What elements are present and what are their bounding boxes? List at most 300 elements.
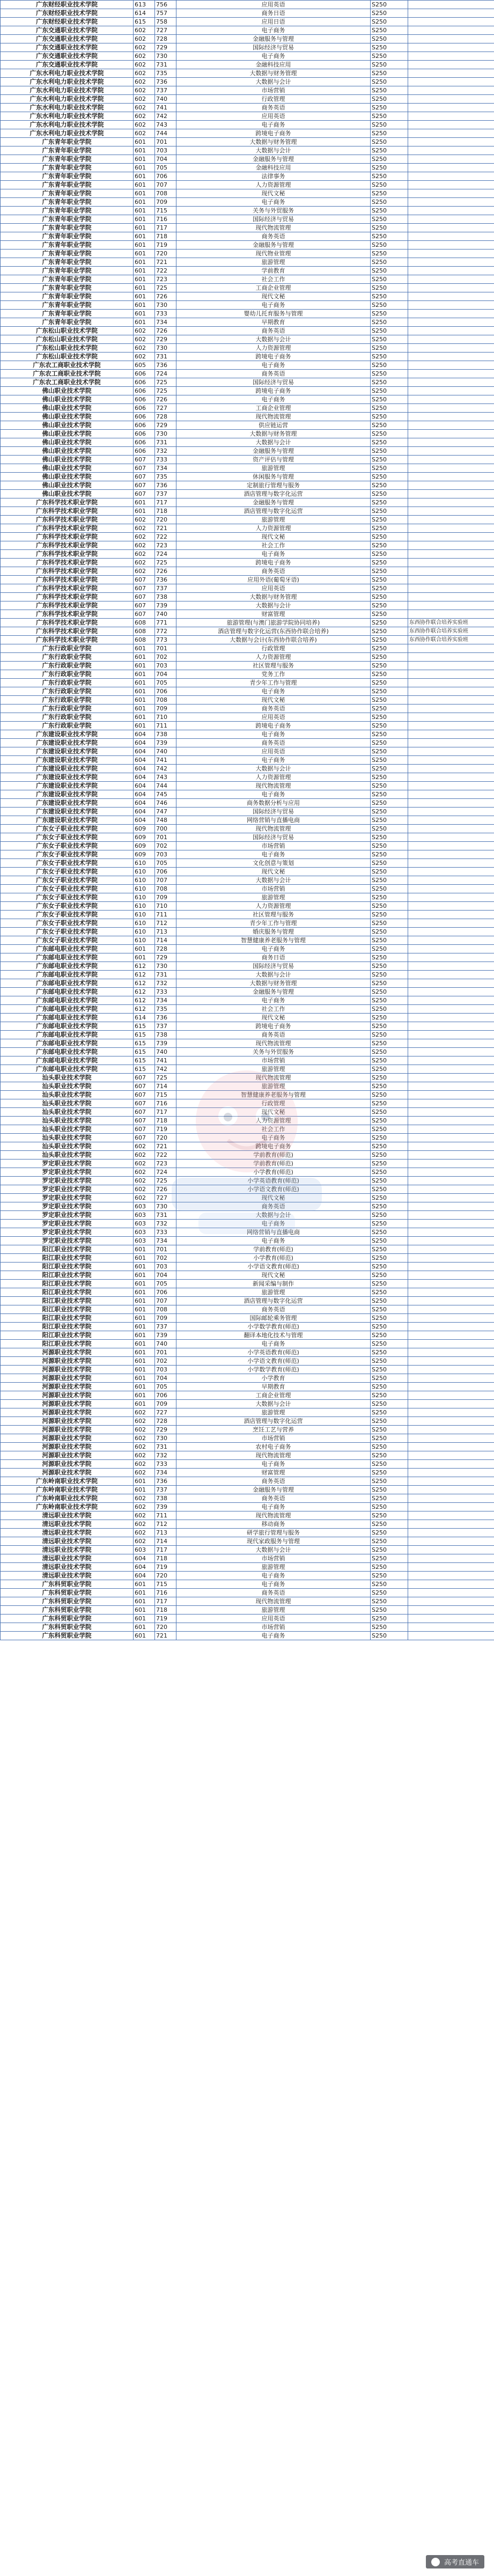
cell-note: [408, 1323, 494, 1331]
cell-major-name: 婴幼儿托育服务与管理: [176, 310, 371, 318]
cell-subject-code: S250: [371, 790, 408, 799]
table-row: [1, 1237, 494, 1245]
cell-group-code: 601: [134, 945, 155, 953]
cell-note: [408, 395, 494, 404]
cell-school: 广东青年职业学院: [1, 232, 134, 241]
cell-major-name: 学前教育(师范): [176, 1151, 371, 1159]
cell-subject-code: S250: [371, 327, 408, 335]
cell-note: [408, 413, 494, 421]
table-row: [1, 1357, 494, 1366]
cell-group-code: 602: [134, 327, 155, 335]
cell-group-code: 602: [134, 129, 155, 138]
cell-subject-code: S250: [371, 1254, 408, 1263]
cell-subject-code: S250: [371, 902, 408, 911]
table-row: [1, 962, 494, 971]
table-row: [1, 1529, 494, 1537]
cell-subject-code: S250: [371, 876, 408, 885]
cell-major-code: 730: [155, 1434, 176, 1443]
cell-subject-code: S250: [371, 198, 408, 207]
cell-major-code: 739: [155, 1039, 176, 1048]
cell-note: [408, 516, 494, 524]
table-row: [1, 979, 494, 988]
cell-subject-code: S250: [371, 43, 408, 52]
cell-note: [408, 1469, 494, 1477]
cell-school: 佛山职业技术学院: [1, 387, 134, 395]
cell-group-code: 601: [134, 1288, 155, 1297]
cell-group-code: 602: [134, 567, 155, 576]
cell-subject-code: S250: [371, 78, 408, 86]
cell-note: [408, 481, 494, 490]
cell-note: [408, 584, 494, 593]
table-row: [1, 1469, 494, 1477]
cell-group-code: 607: [134, 584, 155, 593]
cell-note: [408, 241, 494, 249]
cell-subject-code: S250: [371, 404, 408, 413]
cell-note: [408, 224, 494, 232]
table-row: [1, 1632, 494, 1640]
cell-group-code: 605: [134, 361, 155, 370]
cell-major-code: 707: [155, 876, 176, 885]
cell-note: [408, 747, 494, 756]
cell-major-code: 717: [155, 1108, 176, 1117]
cell-major-code: 736: [155, 576, 176, 584]
cell-major-name: 休闲服务与管理: [176, 473, 371, 481]
cell-note: [408, 653, 494, 662]
table-row: [1, 1297, 494, 1305]
cell-major-code: 702: [155, 842, 176, 850]
cell-subject-code: S250: [371, 164, 408, 172]
table-row: [1, 1597, 494, 1606]
cell-note: [408, 301, 494, 310]
cell-major-code: 742: [155, 112, 176, 121]
cell-subject-code: S250: [371, 1288, 408, 1297]
cell-major-code: 709: [155, 1400, 176, 1408]
cell-group-code: 610: [134, 911, 155, 919]
cell-major-code: 741: [155, 104, 176, 112]
cell-group-code: 601: [134, 241, 155, 249]
cell-subject-code: S250: [371, 739, 408, 747]
cell-group-code: 602: [134, 335, 155, 344]
cell-note: [408, 138, 494, 146]
cell-note: [408, 189, 494, 198]
brand-logo-icon: [431, 2558, 440, 2566]
cell-major-code: 730: [155, 301, 176, 310]
cell-major-name: 大数据与会计: [176, 335, 371, 344]
cell-major-name: 小学教育(师范): [176, 1168, 371, 1177]
cell-subject-code: S250: [371, 1340, 408, 1348]
cell-school: 河源职业技术学院: [1, 1383, 134, 1391]
table-row: [1, 722, 494, 730]
cell-subject-code: S250: [371, 816, 408, 825]
table-row: [1, 559, 494, 567]
cell-school: 河源职业技术学院: [1, 1460, 134, 1469]
cell-group-code: 603: [134, 1237, 155, 1245]
cell-major-code: 704: [155, 670, 176, 679]
cell-note: [408, 713, 494, 722]
cell-note: [408, 911, 494, 919]
cell-subject-code: S250: [371, 1323, 408, 1331]
cell-subject-code: S250: [371, 26, 408, 35]
cell-school: 罗定职业技术学院: [1, 1159, 134, 1168]
table-row: [1, 988, 494, 996]
table-row: [1, 704, 494, 713]
table-row: [1, 112, 494, 121]
cell-major-name: 人力资源管理: [176, 1117, 371, 1125]
table-row: [1, 189, 494, 198]
cell-major-name: 跨境电子商务: [176, 1142, 371, 1151]
cell-school: 阳江职业技术学院: [1, 1245, 134, 1254]
table-row: [1, 953, 494, 962]
table-row: [1, 378, 494, 387]
cell-major-code: 773: [155, 636, 176, 644]
cell-group-code: 601: [134, 267, 155, 275]
cell-subject-code: S250: [371, 1099, 408, 1108]
cell-major-code: 737: [155, 490, 176, 498]
cell-major-name: 电子商务: [176, 198, 371, 207]
cell-school: 广东科学技术职业学院: [1, 636, 134, 644]
cell-subject-code: S250: [371, 9, 408, 18]
cell-subject-code: S250: [371, 1366, 408, 1374]
cell-note: [408, 104, 494, 112]
cell-major-code: 705: [155, 164, 176, 172]
cell-note: [408, 26, 494, 35]
cell-school: 广东岭南职业技术学院: [1, 1477, 134, 1486]
cell-major-code: 725: [155, 378, 176, 387]
cell-note: [408, 1142, 494, 1151]
cell-school: 广东邮电职业技术学院: [1, 1031, 134, 1039]
table-row: [1, 627, 494, 636]
cell-group-code: 610: [134, 868, 155, 876]
cell-major-code: 730: [155, 344, 176, 353]
cell-school: 广东建设职业技术学院: [1, 799, 134, 808]
cell-group-code: 602: [134, 1520, 155, 1529]
cell-major-code: 725: [155, 1177, 176, 1185]
cell-school: 清远职业技术学院: [1, 1511, 134, 1520]
cell-major-code: 732: [155, 1451, 176, 1460]
table-body: [1, 1, 494, 1640]
table-row: [1, 267, 494, 275]
cell-school: 广东交通职业技术学院: [1, 26, 134, 35]
cell-major-name: 现代文秘: [176, 292, 371, 301]
cell-group-code: 614: [134, 9, 155, 18]
cell-major-code: 718: [155, 1554, 176, 1563]
table-row: [1, 825, 494, 833]
cell-group-code: 604: [134, 1554, 155, 1563]
table-row: [1, 1117, 494, 1125]
cell-major-name: 网络营销与直播电商: [176, 816, 371, 825]
cell-school: 佛山职业技术学院: [1, 421, 134, 430]
cell-group-code: 607: [134, 610, 155, 619]
cell-major-name: 金融服务与管理: [176, 241, 371, 249]
cell-major-code: 748: [155, 816, 176, 825]
cell-group-code: 601: [134, 644, 155, 653]
cell-note: [408, 361, 494, 370]
table-row: [1, 790, 494, 799]
cell-group-code: 601: [134, 284, 155, 292]
cell-major-code: 708: [155, 696, 176, 704]
table-row: [1, 996, 494, 1005]
cell-note: [408, 1202, 494, 1211]
cell-school: 广东青年职业学院: [1, 292, 134, 301]
table-row: [1, 1202, 494, 1211]
cell-major-code: 728: [155, 1417, 176, 1426]
cell-major-name: 供应链运营: [176, 421, 371, 430]
cell-school: 广东建设职业技术学院: [1, 747, 134, 756]
table-row: [1, 730, 494, 739]
table-row: [1, 1280, 494, 1288]
cell-school: 汕头职业技术学院: [1, 1125, 134, 1134]
cell-group-code: 607: [134, 1125, 155, 1134]
cell-major-name: 早期教育: [176, 318, 371, 327]
cell-note: [408, 885, 494, 893]
cell-major-code: 724: [155, 1168, 176, 1177]
cell-group-code: 601: [134, 1357, 155, 1366]
table-row: [1, 481, 494, 490]
cell-subject-code: S250: [371, 1417, 408, 1426]
cell-major-name: 市场营销: [176, 842, 371, 850]
cell-subject-code: S250: [371, 1469, 408, 1477]
cell-major-code: 707: [155, 1297, 176, 1305]
cell-school: 广东女子职业技术学院: [1, 928, 134, 936]
cell-major-code: 720: [155, 1623, 176, 1632]
cell-major-code: 714: [155, 936, 176, 945]
cell-note: [408, 129, 494, 138]
cell-subject-code: S250: [371, 61, 408, 69]
cell-major-name: 电子商务: [176, 52, 371, 61]
cell-major-name: 电子商务: [176, 1237, 371, 1245]
cell-group-code: 602: [134, 1469, 155, 1477]
cell-group-code: 612: [134, 988, 155, 996]
cell-group-code: 607: [134, 464, 155, 473]
cell-group-code: 602: [134, 121, 155, 129]
cell-subject-code: S250: [371, 747, 408, 756]
cell-school: 广东财经职业技术学院: [1, 9, 134, 18]
cell-major-code: 723: [155, 1159, 176, 1168]
cell-subject-code: S250: [371, 1580, 408, 1589]
table-row: [1, 438, 494, 447]
cell-group-code: 602: [134, 353, 155, 361]
cell-note: [408, 1211, 494, 1220]
cell-major-name: 现代文秘: [176, 868, 371, 876]
cell-major-name: 商务英语: [176, 1494, 371, 1503]
cell-school: 广东水利电力职业技术学院: [1, 86, 134, 95]
cell-major-name: 现代文秘: [176, 533, 371, 541]
cell-major-name: 大数据与会计: [176, 765, 371, 773]
cell-subject-code: S250: [371, 1202, 408, 1211]
cell-group-code: 609: [134, 842, 155, 850]
cell-major-code: 744: [155, 782, 176, 790]
cell-major-code: 723: [155, 275, 176, 284]
cell-major-name: 人力资源管理: [176, 344, 371, 353]
cell-group-code: 601: [134, 1486, 155, 1494]
cell-subject-code: S250: [371, 507, 408, 516]
cell-group-code: 606: [134, 447, 155, 456]
cell-major-name: 现代文秘: [176, 1271, 371, 1280]
cell-major-code: 709: [155, 704, 176, 713]
table-row: [1, 1331, 494, 1340]
cell-major-code: 738: [155, 1494, 176, 1503]
cell-subject-code: S250: [371, 1220, 408, 1228]
cell-subject-code: S250: [371, 1443, 408, 1451]
cell-major-code: 712: [155, 1520, 176, 1529]
cell-school: 广东科贸职业学院: [1, 1580, 134, 1589]
table-row: [1, 773, 494, 782]
table-row: [1, 756, 494, 765]
cell-group-code: 601: [134, 146, 155, 155]
table-row: [1, 1, 494, 9]
cell-major-code: 736: [155, 78, 176, 86]
cell-major-code: 734: [155, 996, 176, 1005]
cell-group-code: 601: [134, 138, 155, 146]
cell-major-name: 旅游管理: [176, 258, 371, 267]
cell-subject-code: S250: [371, 756, 408, 765]
cell-school: 广东水利电力职业技术学院: [1, 129, 134, 138]
cell-school: 河源职业技术学院: [1, 1451, 134, 1460]
cell-major-code: 742: [155, 765, 176, 773]
cell-major-code: 732: [155, 447, 176, 456]
cell-major-name: 工商企业管理: [176, 1391, 371, 1400]
cell-group-code: 601: [134, 1614, 155, 1623]
table-row: [1, 1400, 494, 1408]
cell-major-name: 财富管理: [176, 610, 371, 619]
cell-major-name: 现代物流管理: [176, 1511, 371, 1520]
cell-subject-code: S250: [371, 1237, 408, 1245]
cell-school: 阳江职业技术学院: [1, 1254, 134, 1263]
cell-note: [408, 198, 494, 207]
cell-school: 广东邮电职业技术学院: [1, 996, 134, 1005]
cell-group-code: 610: [134, 859, 155, 868]
cell-group-code: 602: [134, 61, 155, 69]
cell-subject-code: S250: [371, 301, 408, 310]
cell-group-code: 601: [134, 1271, 155, 1280]
cell-major-code: 713: [155, 1529, 176, 1537]
cell-subject-code: S250: [371, 138, 408, 146]
cell-major-code: 733: [155, 1228, 176, 1237]
cell-major-name: 法律事务: [176, 172, 371, 181]
cell-note: [408, 310, 494, 318]
cell-group-code: 601: [134, 722, 155, 730]
cell-group-code: 601: [134, 1348, 155, 1357]
table-row: [1, 327, 494, 335]
cell-subject-code: S250: [371, 825, 408, 833]
cell-major-name: 智慧健康养老服务与管理: [176, 936, 371, 945]
cell-subject-code: S250: [371, 679, 408, 687]
cell-school: 河源职业技术学院: [1, 1434, 134, 1443]
cell-subject-code: S250: [371, 35, 408, 43]
table-row: [1, 1151, 494, 1159]
cell-major-code: 701: [155, 1245, 176, 1254]
cell-major-code: 739: [155, 1331, 176, 1340]
cell-subject-code: S250: [371, 1228, 408, 1237]
cell-major-name: 商务英语: [176, 567, 371, 576]
cell-school: 广东青年职业学院: [1, 198, 134, 207]
cell-school: 广东科学技术职业学院: [1, 541, 134, 550]
cell-school: 阳江职业技术学院: [1, 1288, 134, 1297]
cell-group-code: 601: [134, 696, 155, 704]
cell-subject-code: S250: [371, 1245, 408, 1254]
cell-group-code: 602: [134, 541, 155, 550]
cell-major-code: 708: [155, 189, 176, 198]
cell-group-code: 601: [134, 275, 155, 284]
cell-group-code: 602: [134, 1503, 155, 1511]
cell-group-code: 604: [134, 782, 155, 790]
cell-subject-code: S250: [371, 704, 408, 713]
cell-major-name: 商务数据分析与应用: [176, 799, 371, 808]
cell-major-name: 大数据与会计: [176, 971, 371, 979]
cell-major-code: 737: [155, 1486, 176, 1494]
cell-group-code: 607: [134, 601, 155, 610]
cell-school: 广东科学技术职业学院: [1, 619, 134, 627]
cell-group-code: 607: [134, 1074, 155, 1082]
cell-group-code: 602: [134, 1408, 155, 1417]
table-row: [1, 370, 494, 378]
cell-note: [408, 833, 494, 842]
table-row: [1, 516, 494, 524]
cell-subject-code: S250: [371, 1623, 408, 1632]
cell-major-code: 701: [155, 1348, 176, 1357]
cell-major-name: 金融服务与管理: [176, 35, 371, 43]
cell-note: [408, 507, 494, 516]
cell-subject-code: S250: [371, 1606, 408, 1614]
table-row: [1, 850, 494, 859]
cell-subject-code: S250: [371, 129, 408, 138]
cell-note: [408, 1134, 494, 1142]
table-row: [1, 1022, 494, 1031]
cell-note: [408, 1426, 494, 1434]
cell-school: 佛山职业技术学院: [1, 464, 134, 473]
cell-major-code: 706: [155, 172, 176, 181]
cell-group-code: 601: [134, 1623, 155, 1632]
table-row: [1, 353, 494, 361]
cell-note: [408, 387, 494, 395]
cell-major-name: 国际经济与贸易: [176, 808, 371, 816]
cell-school: 广东岭南职业技术学院: [1, 1486, 134, 1494]
cell-subject-code: S250: [371, 584, 408, 593]
cell-school: 广东科贸职业学院: [1, 1597, 134, 1606]
cell-group-code: 601: [134, 1323, 155, 1331]
cell-major-name: 商务日语: [176, 9, 371, 18]
cell-note: [408, 730, 494, 739]
cell-major-name: 电子商务: [176, 361, 371, 370]
cell-subject-code: S250: [371, 181, 408, 189]
cell-school: 广东行政职业学院: [1, 704, 134, 713]
cell-school: 广东科贸职业学院: [1, 1623, 134, 1632]
cell-major-code: 740: [155, 747, 176, 756]
cell-school: 广东交通职业技术学院: [1, 43, 134, 52]
cell-note: [408, 971, 494, 979]
cell-major-name: 学前教育(师范): [176, 1159, 371, 1168]
table-row: [1, 902, 494, 911]
cell-note: [408, 524, 494, 533]
table-row: [1, 945, 494, 953]
cell-group-code: 601: [134, 1477, 155, 1486]
cell-major-code: 726: [155, 567, 176, 576]
cell-note: [408, 172, 494, 181]
cell-subject-code: S250: [371, 481, 408, 490]
cell-group-code: 601: [134, 1589, 155, 1597]
cell-major-code: 733: [155, 310, 176, 318]
cell-major-name: 商务英语: [176, 104, 371, 112]
cell-major-name: 酒店管理与数字化运营: [176, 490, 371, 498]
cell-school: 广东建设职业技术学院: [1, 816, 134, 825]
cell-major-code: 730: [155, 430, 176, 438]
cell-note: [408, 284, 494, 292]
table-row: [1, 146, 494, 155]
cell-note: [408, 1366, 494, 1374]
cell-subject-code: S250: [371, 1159, 408, 1168]
cell-major-name: 旅游管理: [176, 1563, 371, 1572]
cell-note: [408, 799, 494, 808]
